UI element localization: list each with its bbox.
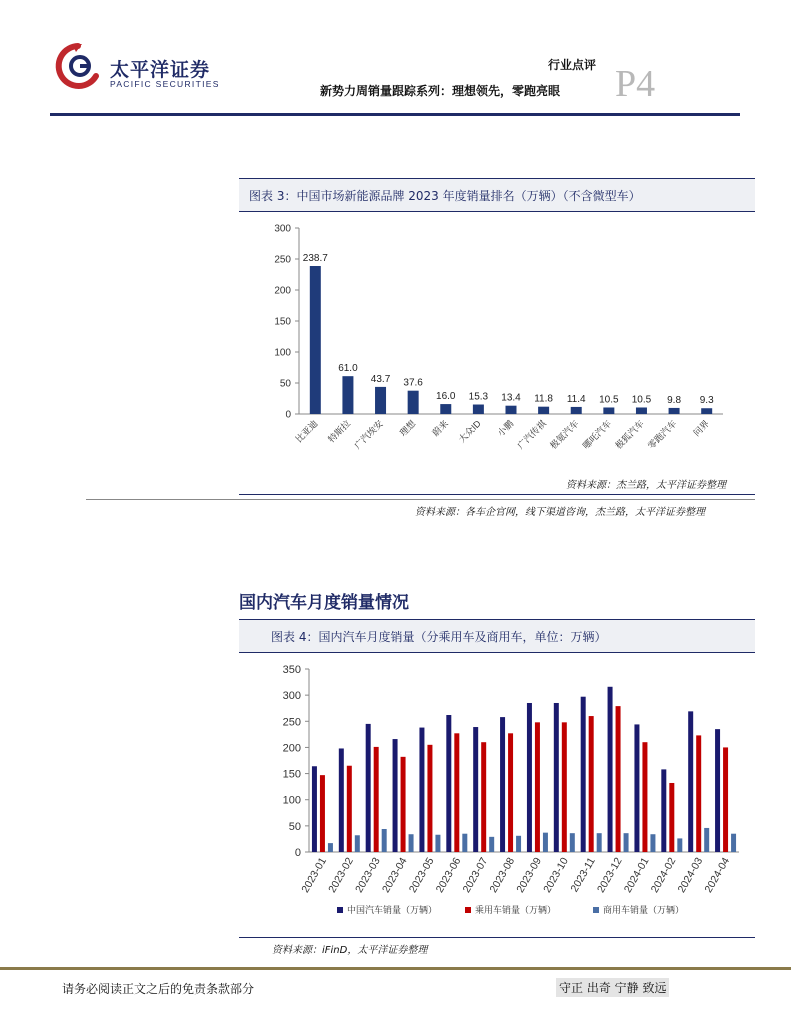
chart4-bar-series-0 (473, 727, 478, 852)
chart4-bar-series-0 (339, 748, 344, 852)
chart3-bar (669, 408, 680, 414)
footer-disclaimer: 请务必阅读正文之后的免责条款部分 (62, 982, 255, 996)
chart3-bar (375, 387, 386, 414)
chart4-x-tick-label: 2024-04 (702, 855, 733, 895)
chart3-data-label: 61.0 (338, 363, 358, 375)
chart4-x-tick-label: 2024-01 (621, 855, 652, 895)
chart3-bar (342, 376, 353, 414)
chart4-bar-series-1 (401, 757, 406, 852)
chart4-bar-series-1 (374, 747, 379, 852)
chart3-data-label: 9.8 (667, 394, 682, 406)
chart3-source-rule (239, 494, 755, 495)
chart3-data-label: 10.5 (599, 394, 619, 406)
chart3-x-tick-label: 问界 (691, 418, 712, 439)
chart4-bar-series-1 (481, 742, 486, 852)
chart3-data-label: 9.3 (699, 395, 714, 407)
chart3-bar (571, 407, 582, 414)
chart4-title-bar (239, 619, 755, 653)
chart4-bar-series-1 (616, 706, 621, 852)
chart3-y-tick-label: 150 (274, 316, 291, 328)
chart4-bar-series-2 (597, 833, 602, 852)
footer-motto: 守正 出奇 宁静 致远 (556, 978, 669, 997)
chart4-bar-series-0 (446, 715, 451, 852)
chart4-x-tick-label: 2023-01 (299, 855, 330, 895)
chart3-x-tick-label: 广汽埃安 (352, 418, 385, 451)
chart3-data-label: 11.8 (534, 393, 553, 405)
chart3-source: 资料来源：杰兰路，太平洋证券整理 (566, 480, 726, 491)
chart4-bar-series-0 (366, 724, 371, 852)
brand-name-cn: 太平洋证券 (110, 59, 211, 81)
chart4-source: 资料来源：iFinD，太平洋证券整理 (272, 945, 428, 956)
outer-source: 资料来源：各车企官网，线下渠道咨询，杰兰路，太平洋证券整理 (415, 507, 705, 518)
chart4-legend-label: 乘用车销量（万辆） (475, 905, 557, 915)
chart4-x-tick-label: 2023-11 (568, 855, 598, 895)
chart4-bar-series-2 (516, 836, 521, 852)
chart3-title-bar (239, 178, 755, 212)
chart4-bar-series-0 (312, 766, 317, 852)
chart4-bar-series-2 (462, 834, 467, 852)
section-title: 国内汽车月度销量情况 (239, 593, 409, 613)
chart3-y-tick-label: 50 (279, 378, 291, 390)
chart3-bar (506, 406, 517, 414)
chart4-bar-series-0 (688, 711, 693, 852)
chart3-y-tick-label: 100 (274, 347, 291, 359)
logo-mark-icon (52, 40, 104, 92)
chart4-bar-series-0 (634, 724, 639, 852)
chart3-bar (636, 407, 647, 414)
chart3-data-label: 11.4 (566, 393, 586, 405)
page-number: P4 (615, 63, 656, 105)
chart4-x-tick-label: 2023-10 (541, 855, 571, 895)
chart4-legend-swatch (337, 907, 343, 913)
chart4-y-tick-label: 200 (282, 742, 301, 755)
chart4-bar-series-2 (731, 834, 736, 852)
chart4-bar-series-1 (320, 775, 325, 852)
chart4-bar-series-0 (715, 729, 720, 852)
chart3-plot (239, 210, 755, 470)
chart4-bar-series-1 (347, 766, 352, 852)
chart4-x-tick-label: 2023-04 (379, 855, 410, 895)
chart4-bar-series-2 (489, 837, 494, 852)
chart4-x-tick-label: 2023-02 (326, 855, 356, 895)
report-title: 新势力周销量跟踪系列：理想领先，零跑亮眼 (320, 84, 561, 98)
chart4-x-tick-label: 2023-05 (406, 855, 437, 895)
chart4-bar-series-2 (435, 835, 440, 852)
chart4-bar-series-2 (704, 828, 709, 852)
chart4-bar-series-2 (409, 834, 414, 852)
chart4-bar-series-1 (669, 783, 674, 852)
chart3-y-tick-label: 200 (274, 285, 291, 297)
chart4-x-tick-label: 2023-08 (487, 855, 518, 895)
chart3-bar (473, 405, 484, 414)
chart3-x-tick-label: 零跑汽车 (645, 418, 679, 451)
chart4-y-tick-label: 150 (282, 768, 301, 781)
brand-logo (52, 40, 232, 92)
chart4-y-tick-label: 50 (288, 820, 301, 833)
outer-source-rule (86, 499, 755, 500)
report-category: 行业点评 (548, 58, 597, 72)
chart4-legend-swatch (593, 907, 599, 913)
chart3-bar (603, 407, 614, 414)
chart3-x-tick-label: 极狐汽车 (613, 418, 646, 451)
chart4-bar-series-1 (642, 742, 647, 852)
chart3-x-tick-label: 极氪汽车 (548, 418, 581, 451)
header-rule (50, 113, 740, 116)
chart3-y-tick-label: 300 (274, 223, 291, 235)
chart3-x-tick-label: 特斯拉 (326, 418, 353, 445)
chart3-x-tick-label: 比亚迪 (293, 418, 320, 445)
chart3-y-tick-label: 0 (285, 409, 291, 421)
chart4-x-tick-label: 2023-06 (433, 855, 464, 895)
chart4-bar-series-2 (355, 835, 360, 852)
chart3-data-label: 238.7 (302, 253, 328, 265)
chart3-data-label: 37.6 (403, 377, 423, 389)
chart3-title: 图表 3：中国市场新能源品牌 2023 年度销量排名（万辆）（不含微型车） (249, 189, 641, 203)
chart4-bar-series-0 (500, 717, 505, 852)
chart4-plot (239, 655, 755, 930)
chart3-bar (701, 408, 712, 414)
chart3-data-label: 16.0 (436, 391, 456, 403)
chart3-bar (408, 391, 419, 414)
footer-rule (0, 967, 791, 970)
chart3-data-label: 15.3 (468, 391, 489, 403)
chart3-data-label: 13.4 (501, 392, 521, 404)
chart3-x-tick-label: 广汽传祺 (515, 418, 549, 451)
chart4-bar-series-1 (562, 722, 567, 852)
chart3-bar (538, 407, 549, 414)
chart4-bar-series-2 (677, 838, 682, 852)
chart4-source-rule (239, 937, 755, 938)
chart3-x-tick-label: 蔚来 (430, 418, 451, 439)
chart3-x-tick-label: 小鹏 (495, 418, 516, 439)
chart4-bar-series-2 (624, 833, 629, 852)
chart4-bar-series-1 (723, 747, 728, 852)
chart4-bar-series-2 (543, 833, 548, 852)
chart4-legend-swatch (465, 907, 471, 913)
chart4-bar-series-2 (328, 843, 333, 852)
chart3-data-label: 43.7 (370, 373, 391, 385)
chart4-bar-series-1 (454, 733, 459, 852)
chart3-bar (310, 266, 321, 414)
chart4-x-tick-label: 2023-09 (514, 855, 545, 895)
chart4-bar-series-1 (589, 716, 594, 852)
chart4-y-tick-label: 300 (282, 690, 301, 703)
chart4-legend-label: 商用车销量（万辆） (603, 905, 685, 915)
chart4-bar-series-1 (427, 745, 432, 852)
chart3-x-tick-label: 大众ID (456, 418, 483, 445)
chart4-legend-label: 中国汽车销量（万辆） (347, 905, 438, 915)
chart4-y-tick-label: 100 (282, 794, 301, 807)
chart4-y-tick-label: 0 (294, 847, 301, 859)
chart4-x-tick-label: 2023-07 (460, 855, 491, 895)
chart3-x-tick-label: 哪吒汽车 (580, 418, 614, 451)
chart4-bar-series-0 (608, 687, 613, 852)
chart4-bar-series-0 (661, 769, 666, 852)
chart4-bar-series-2 (650, 834, 655, 852)
chart4-bar-series-1 (696, 735, 701, 852)
chart4-bar-series-0 (581, 697, 586, 852)
chart4-y-tick-label: 350 (282, 664, 301, 676)
brand-name-en: PACIFIC SECURITIES (110, 79, 220, 89)
chart4-bar-series-0 (554, 703, 559, 852)
chart4-bar-series-0 (393, 739, 398, 852)
chart4-y-tick-label: 250 (282, 716, 301, 729)
chart4-bar-series-0 (527, 703, 532, 852)
chart4-bar-series-2 (382, 829, 387, 852)
chart4-x-tick-label: 2023-12 (594, 855, 625, 895)
chart3-y-tick-label: 250 (274, 254, 291, 266)
chart4-bar-series-0 (419, 728, 424, 852)
chart4-x-tick-label: 2023-03 (353, 855, 383, 895)
chart3-x-tick-label: 理想 (397, 418, 418, 439)
chart4-bar-series-1 (535, 722, 540, 852)
chart3-bar (440, 404, 451, 414)
chart4-bar-series-1 (508, 733, 513, 852)
chart4-x-tick-label: 2024-02 (648, 855, 679, 895)
chart3-data-label: 10.5 (631, 394, 652, 406)
chart4-bar-series-2 (570, 833, 575, 852)
chart4-title: 图表 4：国内汽车月度销量（分乘用车及商用车，单位：万辆） (271, 630, 607, 644)
chart4-x-tick-label: 2024-03 (675, 855, 706, 895)
